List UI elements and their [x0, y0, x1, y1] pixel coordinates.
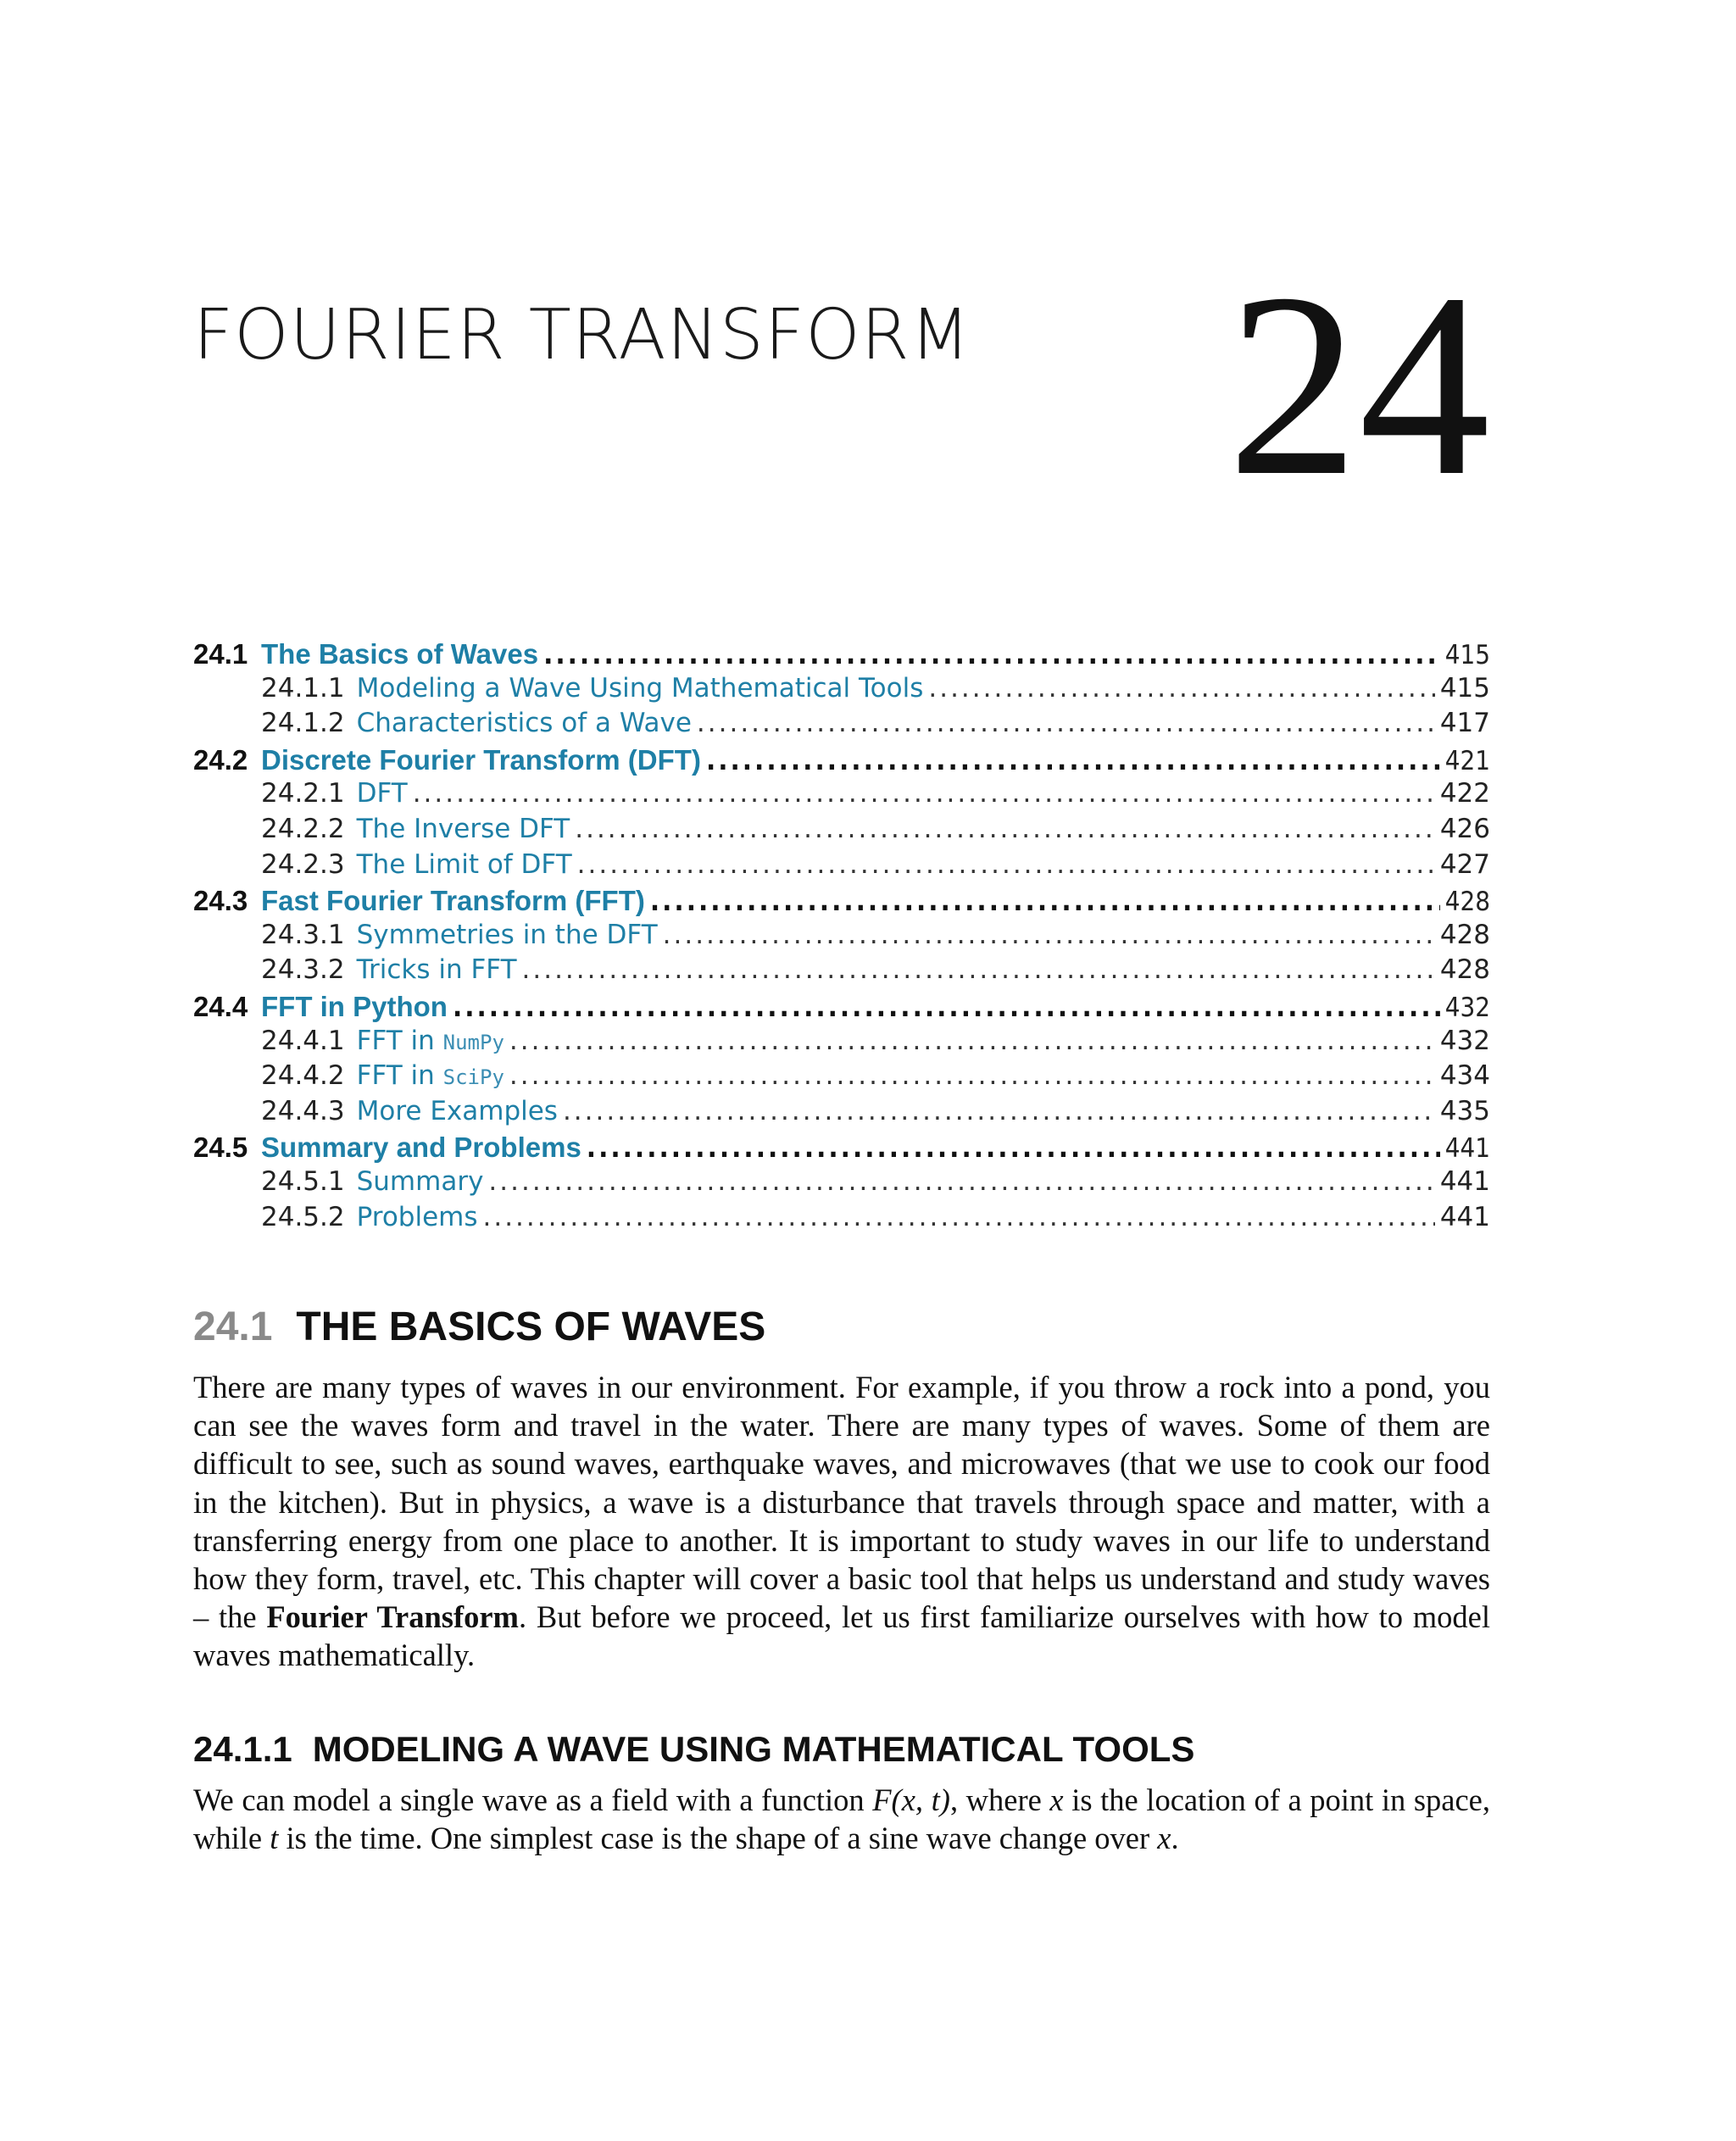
- toc-entry-title: Discrete Fourier Transform (DFT): [261, 743, 701, 776]
- toc-entry-title: The Basics of Waves: [261, 638, 539, 670]
- toc-entry-link[interactable]: [261, 744, 701, 776]
- toc-entry-number: 24.4.2: [261, 1060, 345, 1092]
- toc-entry-number: 24.3: [193, 885, 248, 917]
- toc-dot-leader: [483, 1202, 1435, 1232]
- toc-entry-title: Fast Fourier Transform (FFT): [261, 885, 645, 917]
- toc-entry-title: DFT: [356, 778, 408, 809]
- toc-entry-link[interactable]: [261, 1132, 581, 1164]
- section-number: 24.1: [193, 1304, 273, 1349]
- math-expression: F(x, t): [872, 1782, 950, 1817]
- toc-page-number: 441: [1444, 1133, 1490, 1165]
- toc-entry-title: Summary: [356, 1165, 484, 1197]
- toc-page-number: 415: [1444, 640, 1490, 670]
- toc-page-number: 417: [1439, 708, 1490, 739]
- toc-entry-number: 24.3.2: [261, 954, 345, 986]
- toc-entry-number: 24.2.1: [261, 778, 345, 809]
- toc-entry-link[interactable]: [357, 673, 924, 703]
- toc-section-entry[interactable]: [193, 884, 1490, 920]
- section-title: THE BASICS OF WAVES: [296, 1304, 766, 1349]
- toc-dot-leader: [543, 637, 1440, 670]
- toc-entry-link[interactable]: [357, 1096, 558, 1126]
- toc-entry-link[interactable]: [357, 814, 570, 844]
- toc-subsection-entry[interactable]: [193, 814, 1490, 849]
- toc-entry-title: FFT in: [356, 1025, 443, 1056]
- toc-page-number: 426: [1439, 813, 1490, 844]
- toc-entry-link[interactable]: [357, 1202, 478, 1232]
- math-variable: x: [1049, 1782, 1064, 1817]
- toc-subsection-entry[interactable]: [193, 920, 1490, 955]
- toc-entry-link[interactable]: [357, 920, 658, 950]
- toc-entry-number: 24.4: [193, 990, 248, 1022]
- toc-page-number: 422: [1439, 778, 1490, 809]
- paragraph-text: There are many types of waves in our environment. For example, if you throw a rock into a pond, you can see the waves form and travel in the water. There are many types of waves. Some of them are difficult to see, such as sound waves, earthquake waves, and microwaves (that we use to cook our food in the kitchen). But in physics, a wave is a disturbance that travels through space and matter, with a transferring energy from one place to another. It is important to study waves in our life to understand how they form, travel, etc. This chapter will cover a basic tool that helps us understand and study waves – the: [193, 1370, 1490, 1635]
- toc-page-number: 428: [1439, 954, 1490, 986]
- toc-entry-link[interactable]: [261, 991, 448, 1023]
- section-heading: [193, 1304, 765, 1350]
- toc-page-number: 421: [1444, 745, 1490, 776]
- toc-entry-link[interactable]: [261, 885, 645, 917]
- toc-dot-leader: [697, 708, 1435, 738]
- toc-dot-leader: [575, 814, 1435, 844]
- toc-page-number: 415: [1439, 672, 1490, 703]
- toc-subsection-entry[interactable]: [193, 1060, 1490, 1096]
- chapter-title: FOURIER TRANSFORM: [193, 295, 971, 375]
- paragraph-bold-term: Fourier Transform: [266, 1599, 519, 1635]
- toc-entry-title: Problems: [356, 1201, 478, 1232]
- toc-subsection-entry[interactable]: [193, 1096, 1490, 1132]
- toc-subsection-entry[interactable]: [193, 1166, 1490, 1202]
- toc-entry-title: FFT in Python: [261, 990, 448, 1022]
- toc-entry-number: 24.1.1: [261, 672, 345, 703]
- subsection-title: MODELING A WAVE USING MATHEMATICAL TOOLS: [312, 1729, 1195, 1769]
- toc-entry-number: 24.1: [193, 638, 248, 670]
- toc-dot-leader: [577, 849, 1435, 880]
- toc-entry-number: 24.5.2: [261, 1201, 345, 1232]
- toc-subsection-entry[interactable]: [193, 708, 1490, 743]
- toc-page-number: 441: [1439, 1165, 1490, 1197]
- toc-dot-leader: [563, 1096, 1435, 1126]
- paragraph-text: . But before we proceed, let us first familiarize ourselves with how to model waves mathematically.: [193, 1599, 1490, 1673]
- toc-entry-number: 24.4.3: [261, 1095, 345, 1126]
- math-variable: t: [270, 1821, 279, 1856]
- toc-dot-leader: [663, 920, 1435, 950]
- toc-page-number: 432: [1439, 1025, 1490, 1056]
- toc-subsection-entry[interactable]: [193, 1026, 1490, 1061]
- paragraph-text: , where: [949, 1782, 1050, 1817]
- toc-entry-code: NumPy: [442, 1030, 504, 1054]
- toc-entry-title: The Limit of DFT: [356, 848, 572, 880]
- table-of-contents: [193, 637, 1490, 1237]
- chapter-number: 24: [1227, 240, 1490, 531]
- toc-entry-title: FFT in: [356, 1060, 443, 1092]
- toc-entry-number: 24.2.3: [261, 848, 345, 880]
- toc-entry-number: 24.2.2: [261, 813, 345, 844]
- toc-page-number: 435: [1439, 1095, 1490, 1126]
- toc-page-number: 428: [1439, 919, 1490, 950]
- toc-page-number: 432: [1444, 992, 1490, 1023]
- paragraph-text: is the time. One simplest case is the shape of a sine wave change over: [278, 1821, 1158, 1856]
- toc-entry-title: Tricks in FFT: [356, 954, 517, 986]
- toc-page-number: 427: [1439, 848, 1490, 880]
- toc-dot-leader: [650, 884, 1440, 917]
- toc-entry-code: SciPy: [442, 1065, 504, 1090]
- toc-subsection-entry[interactable]: [193, 849, 1490, 885]
- math-variable: x: [1157, 1821, 1171, 1856]
- toc-dot-leader: [509, 1060, 1435, 1091]
- subsection-heading: [193, 1729, 1194, 1770]
- toc-entry-title: The Inverse DFT: [356, 813, 570, 844]
- toc-subsection-entry[interactable]: [193, 1202, 1490, 1237]
- toc-entry-link[interactable]: [357, 778, 408, 809]
- section-paragraph: [193, 1368, 1490, 1675]
- toc-entry-title: Modeling a Wave Using Mathematical Tools: [356, 672, 924, 703]
- toc-entry-link[interactable]: [357, 954, 517, 985]
- toc-entry-link[interactable]: [357, 1166, 484, 1197]
- toc-entry-link[interactable]: [261, 638, 538, 670]
- toc-entry-number: 24.5: [193, 1132, 248, 1164]
- toc-entry-title: Characteristics of a Wave: [356, 708, 692, 739]
- toc-entry-link[interactable]: [357, 708, 692, 738]
- toc-page-number: 428: [1444, 887, 1490, 918]
- toc-subsection-entry[interactable]: [193, 673, 1490, 709]
- paragraph-text: We can model a single wave as a field with a function: [193, 1782, 873, 1817]
- subsection-number: 24.1.1: [193, 1729, 292, 1769]
- toc-subsection-entry[interactable]: [193, 954, 1490, 990]
- paragraph-text: is the location of a point in space, while: [193, 1782, 1491, 1856]
- toc-dot-leader: [509, 1026, 1435, 1056]
- toc-entry-number: 24.1.2: [261, 708, 345, 739]
- toc-subsection-entry[interactable]: [193, 778, 1490, 814]
- toc-dot-leader: [706, 743, 1440, 776]
- toc-dot-leader: [413, 778, 1435, 809]
- toc-dot-leader: [488, 1166, 1434, 1197]
- toc-section-entry[interactable]: [193, 990, 1490, 1026]
- toc-entry-title: Summary and Problems: [261, 1132, 581, 1164]
- toc-entry-link[interactable]: [357, 849, 572, 880]
- toc-dot-leader: [587, 1131, 1440, 1164]
- toc-section-entry[interactable]: [193, 637, 1490, 673]
- toc-dot-leader: [928, 673, 1434, 703]
- paragraph-text: .: [1171, 1821, 1179, 1856]
- toc-dot-leader: [522, 954, 1435, 985]
- toc-page-number: 441: [1439, 1201, 1490, 1232]
- toc-entry-title: More Examples: [356, 1095, 558, 1126]
- toc-page-number: 434: [1439, 1060, 1490, 1092]
- toc-entry-number: 24.4.1: [261, 1025, 345, 1056]
- toc-entry-number: 24.3.1: [261, 919, 345, 950]
- toc-entry-link[interactable]: [357, 1026, 504, 1056]
- toc-entry-number: 24.2: [193, 743, 248, 776]
- toc-section-entry[interactable]: [193, 743, 1490, 779]
- toc-entry-link[interactable]: [357, 1060, 504, 1091]
- toc-entry-number: 24.5.1: [261, 1165, 345, 1197]
- toc-dot-leader: [453, 990, 1440, 1023]
- toc-entry-title: Symmetries in the DFT: [356, 919, 658, 950]
- toc-section-entry[interactable]: [193, 1131, 1490, 1166]
- subsection-paragraph: [193, 1781, 1490, 1857]
